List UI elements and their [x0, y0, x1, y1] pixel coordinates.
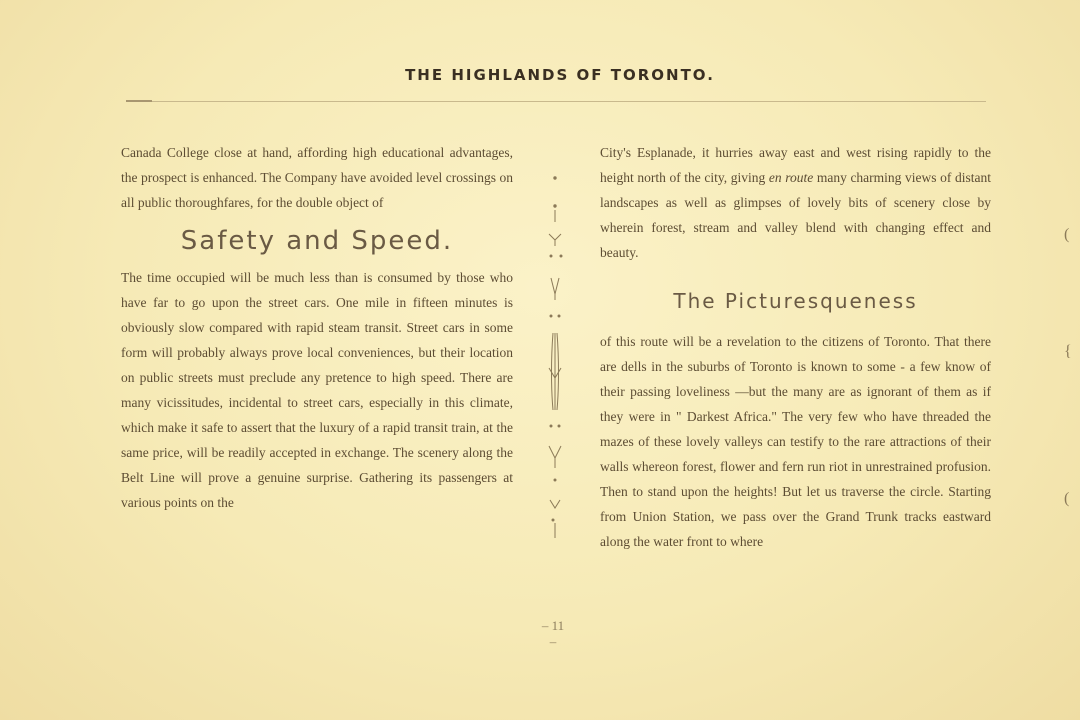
right-paragraph-1-end: many charming views of distant landscapes as well as glimpses of lovely bits of scenery close by wherein forest, stream and valley blend with changing effect and beauty. [600, 170, 991, 260]
right-paragraph-1-italic: en route [768, 170, 814, 185]
left-section-heading: Safety and Speed. [180, 226, 454, 256]
left-paragraph-1: Canada College close at hand, affording high educational advantages, the prospect is enhanced. The Company have avoided level crossings on all public thoroughfares, for the double object of [121, 145, 513, 210]
left-column [121, 140, 513, 515]
right-paragraph-2: of this route will be a revelation to the citizens of Toronto. That there are dells in the suburbs of Toronto is known to some - a few know of their passing loveliness —but the many are as ignorant of them as if they were in " Darkest Africa." The very few who have threaded the mazes of these lovely valleys can testify to the rare attractions of their walls whereon forest, flower and fern run riot in unrestrained profusion. Then to stand upon the heights! But let us traverse the circle. Starting from Union Station, we pass over the Grand Trunk tracks eastward along the water front to where [600, 334, 991, 549]
edge-mark-3: ( [1064, 490, 1070, 507]
running-head: THE HIGHLANDS OF TORONTO. [405, 66, 715, 84]
edge-mark-1: ( [1064, 226, 1070, 243]
right-paragraph-1-start: City's Esplanade, it hurries away east and west rising rapidly to the height north of the city, giving [600, 145, 991, 185]
right-paragraph-1 [600, 140, 991, 265]
edge-mark-2: { [1064, 343, 1072, 360]
right-section-heading: The Picturesqueness [673, 289, 918, 313]
page-number: – 11 – [541, 618, 565, 649]
right-column [600, 140, 991, 554]
ornamental-divider [541, 158, 571, 548]
header-rule [126, 101, 986, 102]
left-paragraph-2: The time occupied will be much less than is consumed by those who have far to go upon the street cars. One mile in fifteen minutes is obviously slow compared with rapid steam transit. Street cars in some form will probably always prove local conveniences, but their location on public streets must preclude any pretence to high speed. There are many vicissitudes, incidental to street cars, especially in this climate, which make it safe to assert that the luxury of a rapid transit train, at the same price, will be readily accepted in exchange. The scenery along the Belt Line will prove a genuine surprise. Gathering its passengers at various points on the [121, 270, 513, 510]
